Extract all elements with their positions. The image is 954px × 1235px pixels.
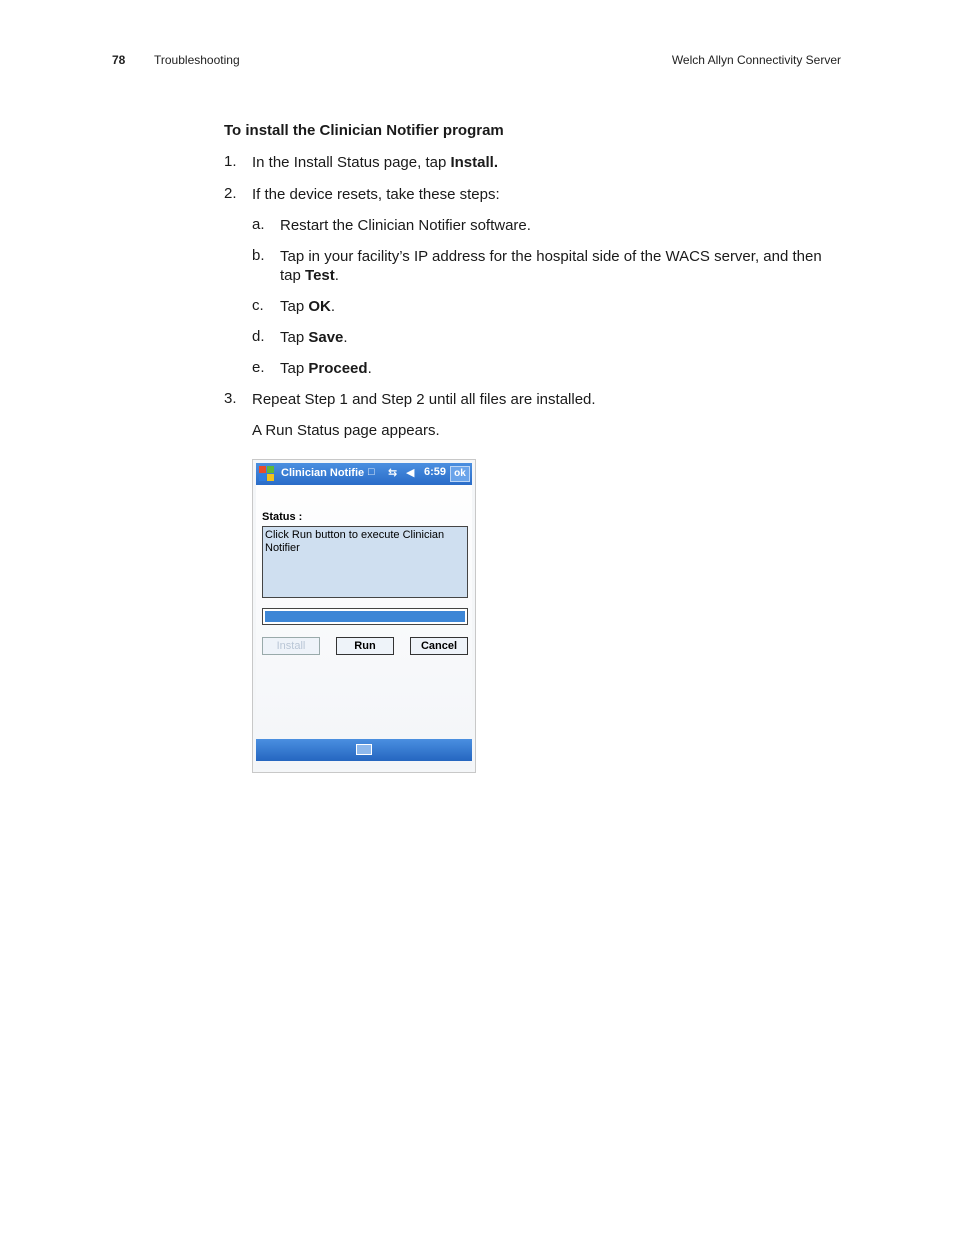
substep-letter: c. — [252, 297, 264, 314]
step-3: Repeat Step 1 and Step 2 until all files are installed. — [252, 391, 596, 408]
substep-letter: b. — [252, 247, 265, 264]
substep-b: Tap in your facility’s IP address for the hospital side of the WACS server, and then tap Test. — [280, 248, 822, 284]
step-number: 1. — [224, 153, 237, 170]
step-1: In the Install Status page, tap Install. — [252, 154, 498, 171]
cancel-button[interactable]: Cancel — [410, 637, 468, 655]
device-titlebar — [256, 463, 472, 485]
substep-letter: e. — [252, 359, 265, 376]
substep-e: Tap Proceed. — [280, 360, 372, 377]
input-mode-icon[interactable]: □ — [368, 466, 375, 478]
step-2: If the device resets, take these steps: — [252, 186, 500, 203]
connectivity-icon[interactable]: ⇆ — [388, 467, 398, 479]
result-text: A Run Status page appears. — [252, 422, 440, 439]
page-number: 78 — [112, 53, 126, 67]
install-button[interactable]: Install — [262, 637, 320, 655]
section-title: Troubleshooting — [154, 53, 240, 67]
run-button[interactable]: Run — [336, 637, 394, 655]
device-screenshot — [252, 459, 476, 773]
substep-a: Restart the Clinician Notifier software. — [280, 217, 531, 234]
device-taskbar — [256, 739, 472, 761]
status-textbox: Click Run button to execute Clinician Notifier — [262, 526, 468, 598]
device-clock[interactable]: 6:59 — [424, 466, 447, 478]
volume-icon[interactable]: ◀ — [406, 467, 415, 479]
progress-bar — [262, 608, 468, 625]
document-title: Welch Allyn Connectivity Server — [671, 53, 841, 67]
substep-d: Tap Save. — [280, 329, 348, 346]
substep-letter: a. — [252, 216, 265, 233]
step-number: 3. — [224, 390, 237, 407]
windows-start-icon[interactable] — [259, 466, 275, 482]
step-number: 2. — [224, 185, 237, 202]
ok-button[interactable]: ok — [450, 466, 470, 482]
substep-c: Tap OK. — [280, 298, 336, 315]
device-screen — [256, 463, 472, 769]
substep-letter: d. — [252, 328, 265, 345]
status-label: Status : — [262, 511, 303, 523]
procedure-heading: To install the Clinician Notifier program — [224, 122, 504, 139]
device-app-title: Clinician Notifie — [281, 467, 365, 479]
keyboard-icon[interactable] — [356, 744, 372, 755]
progress-fill — [265, 611, 465, 622]
